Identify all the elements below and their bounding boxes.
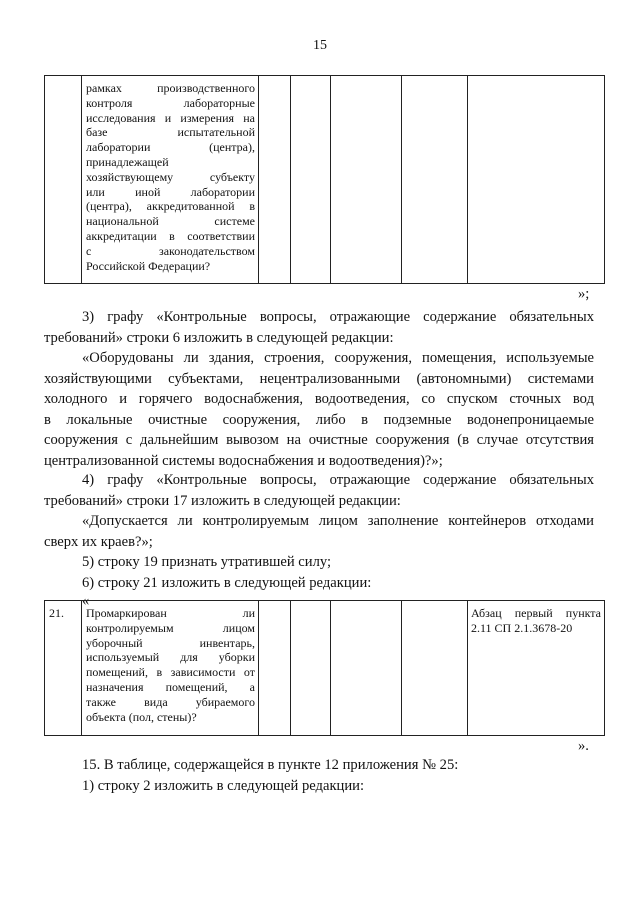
table-row-21 xyxy=(44,600,605,736)
reference-text xyxy=(468,601,604,636)
table-continuation xyxy=(44,75,605,284)
text-line: «Оборудованы ли здания, строения, сооружения, помещения, используемые xyxy=(82,350,594,366)
text-line: 3) графу «Контрольные вопросы, отражающие содержание обязательных xyxy=(82,309,594,325)
text-line: «Допускается ли контролируемым лицом заполнение контейнеров отходами xyxy=(82,513,594,529)
paragraph-quote-row-17 xyxy=(44,511,594,552)
text-line: хозяйствующими субъектами, нецентрализованными (автономными) системами xyxy=(44,370,594,387)
cell-line: уборочный инвентарь, xyxy=(86,635,255,650)
table-cell-question xyxy=(82,601,259,736)
table-cell-reference xyxy=(468,601,605,736)
table-row xyxy=(45,601,605,736)
text-line: холодного и горячего водоснабжения, водоотведения, со спуском сточных вод xyxy=(44,391,594,407)
closing-quote-1: »; xyxy=(578,286,590,302)
cell-line: используемый для уборки xyxy=(86,650,255,665)
question-text xyxy=(82,601,258,726)
cell-line: или иной лаборатории xyxy=(86,184,255,199)
paragraph-item-6: 6) строку 21 изложить в следующей редакции: xyxy=(82,575,372,591)
cell-line: Российской Федерации? xyxy=(86,258,211,273)
cell-line: 2.11 СП 2.1.3678-20 xyxy=(471,621,573,635)
paragraph-item-5: 5) строку 19 признать утратившей силу; xyxy=(82,554,332,570)
cell-line: рамках производственного xyxy=(86,81,255,95)
text-line: централизованной системы водоснабжения и водоотведения)?»; xyxy=(44,452,443,469)
table-cell-number xyxy=(45,76,82,284)
table-cell xyxy=(259,76,291,284)
paragraph-item-4 xyxy=(44,470,594,511)
cell-line: Абзац первый пункта xyxy=(471,606,601,620)
cell-line: хозяйствующему субъекту xyxy=(86,169,255,184)
text-line: требований» строки 17 изложить в следующей редакции: xyxy=(44,492,401,509)
cell-line: помещений, в зависимости от xyxy=(86,665,255,680)
table-cell xyxy=(331,601,402,736)
cell-line: аккредитации в соответствии xyxy=(86,228,255,243)
table-cell xyxy=(291,601,331,736)
table-row xyxy=(45,76,605,284)
text-line: в локальные очистные сооружения, либо в подземные водонепроницаемые xyxy=(44,411,594,428)
text-line: сооружения с дальнейшим вывозом на очистные сооружения (в случае отсутствия xyxy=(44,432,594,448)
paragraph-quote-row-6 xyxy=(44,348,594,471)
table-cell xyxy=(331,76,402,284)
paragraph-item-15: 15. В таблице, содержащейся в пункте 12 приложения № 25: xyxy=(82,757,459,773)
table-cell xyxy=(402,76,468,284)
page-number: 15 xyxy=(313,38,327,53)
table-cell xyxy=(291,76,331,284)
table-cell xyxy=(402,601,468,736)
cell-line: исследования и измерения на xyxy=(86,110,255,125)
cell-line: национальной системе xyxy=(86,214,255,229)
paragraph-item-3 xyxy=(44,307,594,348)
cell-line: контроля лабораторные xyxy=(86,95,255,110)
text-line: требований» строки 6 изложить в следующей редакции: xyxy=(44,329,394,346)
text-line: 4) графу «Контрольные вопросы, отражающие содержание обязательных xyxy=(82,472,594,488)
question-text xyxy=(82,76,258,275)
table-cell xyxy=(259,601,291,736)
cell-line: (центра), аккредитованной в xyxy=(86,199,255,214)
table-cell-reference xyxy=(468,76,605,284)
cell-line: Промаркирован ли xyxy=(86,606,255,620)
paragraph-item-15-1: 1) строку 2 изложить в следующей редакции: xyxy=(82,778,365,794)
cell-line: принадлежащей xyxy=(86,154,169,169)
closing-quote-2: ». xyxy=(578,738,589,754)
cell-line: назначения помещений, а xyxy=(86,679,255,694)
open-quote: « xyxy=(82,593,90,609)
cell-line: лаборатории (центра), xyxy=(86,140,255,155)
cell-line: с законодательством xyxy=(86,243,255,258)
cell-line: контролируемым лицом xyxy=(86,620,255,635)
table-cell-number xyxy=(45,601,82,736)
row-number: 21. xyxy=(49,606,64,620)
table-cell-question xyxy=(82,76,259,284)
cell-line: базе испытательной xyxy=(86,125,255,140)
cell-line: также вида убираемого xyxy=(86,694,255,709)
cell-line: объекта (пол, стены)? xyxy=(86,709,197,724)
text-line: сверх их краев?»; xyxy=(44,533,153,550)
